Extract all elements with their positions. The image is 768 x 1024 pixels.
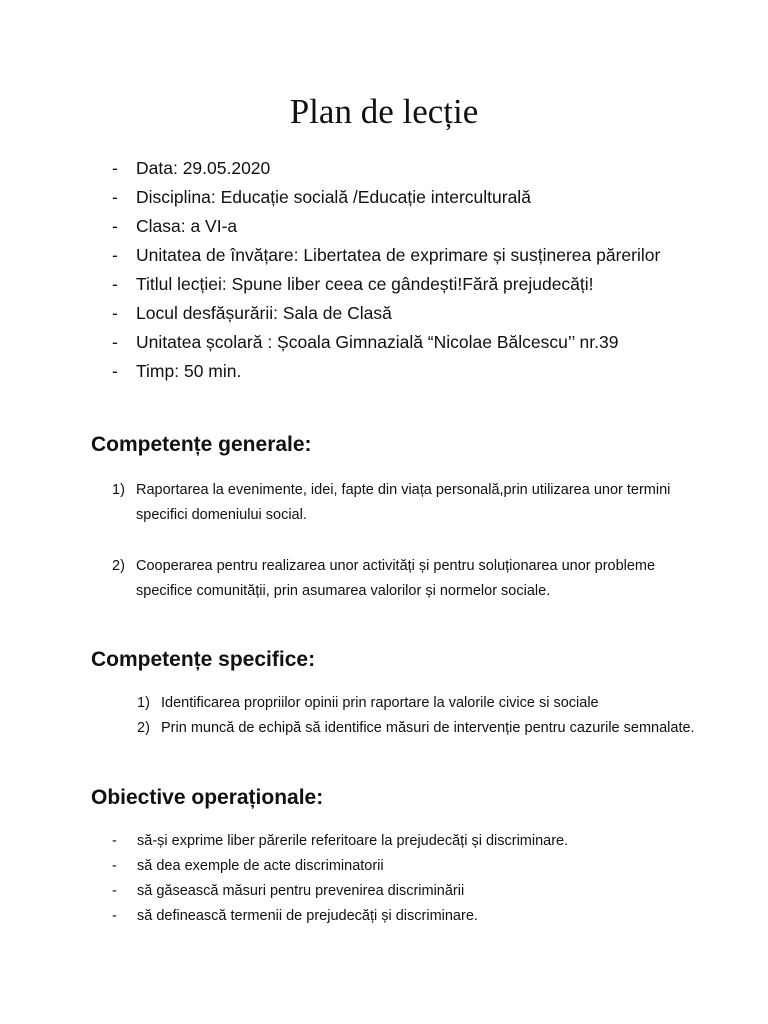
info-location: - Locul desfășurării: Sala de Clasă: [112, 299, 692, 328]
info-class: - Clasa: a VI-a: [112, 212, 692, 241]
objectives-heading: Obiective operaționale:: [91, 786, 324, 809]
item-number: 1): [137, 695, 150, 711]
item-text: Identificarea propriilor opinii prin raportare la valorile civice si sociale: [161, 695, 599, 711]
objectives-list: [112, 829, 692, 929]
list-item: [137, 716, 697, 741]
info-discipline: - Disciplina: Educație socială /Educație interculturală: [112, 183, 692, 212]
item-number: 1): [112, 482, 125, 498]
document-title: Plan de lecție: [289, 92, 479, 131]
list-item: - să-și exprime liber părerile referitoare la prejudecăți și discriminare.: [112, 829, 692, 854]
list-item: - să dea exemple de acte discriminatorii: [112, 854, 692, 879]
item-number: 2): [137, 720, 150, 736]
list-item: [137, 691, 697, 716]
info-school: - Unitatea școlară : Școala Gimnazială “Nicolae Bălcescu’’ nr.39: [112, 328, 692, 357]
list-item: - să găsească măsuri pentru prevenirea discriminării: [112, 879, 692, 904]
item-number: 2): [112, 558, 125, 574]
info-learning-unit: - Unitatea de învățare: Libertatea de exprimare și susținerea părerilor: [112, 241, 692, 270]
list-item: [112, 478, 692, 528]
general-competences-heading: Competențe generale:: [91, 433, 312, 456]
info-date: - Data: 29.05.2020: [112, 154, 692, 183]
specific-competences-heading: Competențe specifice:: [91, 648, 316, 671]
item-text: Cooperarea pentru realizarea unor activități și pentru soluționarea unor probleme specifice comunității, prin asumarea valorilor și normelor sociale.: [136, 558, 656, 599]
lesson-info-list: [112, 154, 692, 386]
specific-competences-list: [137, 691, 697, 741]
item-text: Raportarea la evenimente, idei, fapte din viața personală,prin utilizarea unor termini specifici domeniului social.: [136, 482, 671, 523]
list-item: - să definească termenii de prejudecăți și discriminare.: [112, 904, 692, 929]
info-time: - Timp: 50 min.: [112, 357, 692, 386]
list-item: [112, 554, 712, 604]
general-competence-1: [112, 478, 692, 528]
info-lesson-title: - Titlul lecției: Spune liber ceea ce gândești!Fără prejudecăți!: [112, 270, 692, 299]
general-competence-2: [112, 554, 712, 604]
item-text: Prin muncă de echipă să identifice măsuri de intervenție pentru cazurile semnalate.: [161, 720, 695, 736]
